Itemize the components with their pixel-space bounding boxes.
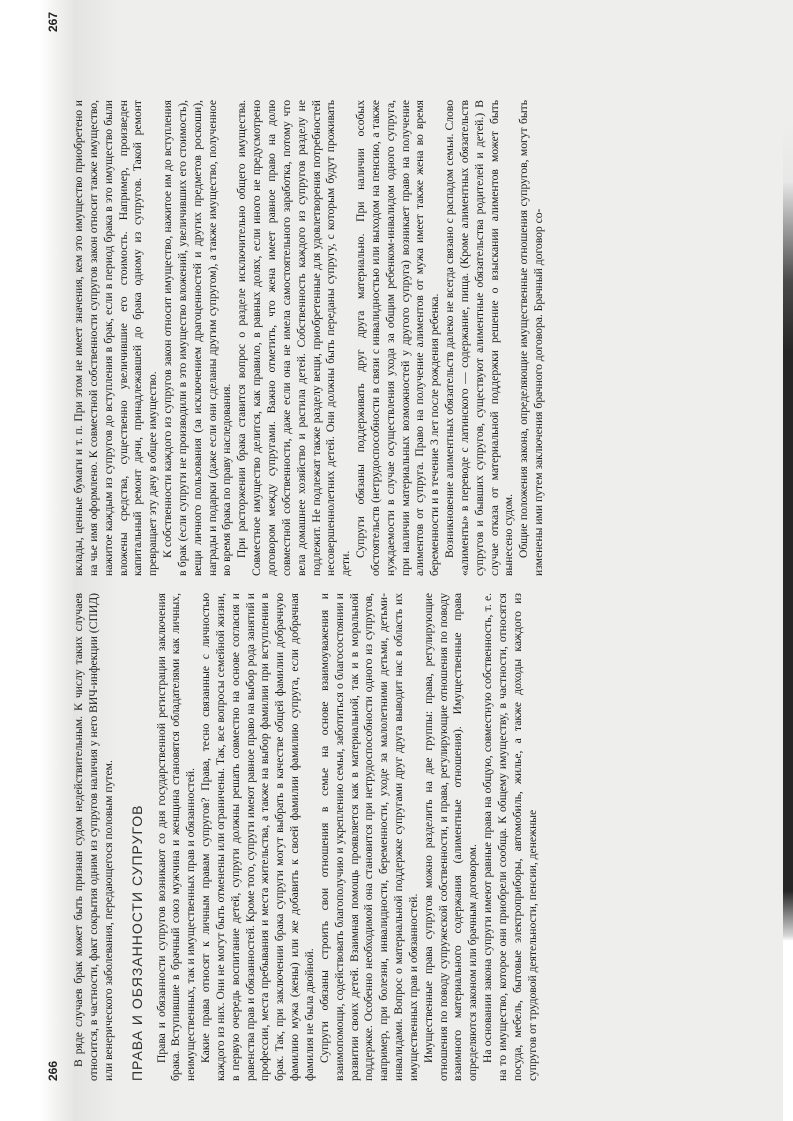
page-number: 267 xyxy=(46,12,60,33)
body-paragraph: Супруги обязаны строить свои отношения в семье на основе взаимоуважения и взаимопомощи, содействовать благополучию и укреплению семьи, заботиться о благосостоянии и развитии своих детей. Взаимная помощь проявляется как в материальной, так и в моральной поддержке. Особенно необходимой она становится при нетрудоспособности одного из супругов, например, при болезни, инвалидности, беременности, уходе за малолетними детьми, детьми-инвалидами. Вопрос о материальной поддержке супругами друг друга выводит нас в область их имущественных прав и обязанностей. xyxy=(317,593,420,1081)
opening-paragraph: В ряде случаев брак может быть признан судом недействительным. К числу таких случаев относится, в частности, факт сокрытия одним из супругов наличия у него ВИЧ-инфекции (СПИД) или венерического заболевания, передающегося половым путем. xyxy=(72,593,115,1081)
body-paragraph: На основании закона супруги имеют равные права на общую, совместную собственность, т. е. на то имущество, которое они приобрели сообща. К общему имуществу, в частности, относятся посуда, мебель, бытовые электроприборы, автомобиль, жилье, а также доходы каждого из супругов от трудовой деятельности, пенсии, денежные xyxy=(481,593,539,1081)
body-paragraph: Какие права относят к личным правам супругов? Права, тесно связанные с личностью каждого из них. Они не могут быть отменены или ограничены. Так, все вопросы семейной жизни, в первую очередь воспитание детей, супруги должны решать совместно на основе согласия и равенства прав и обязанностей. Кроме того, супруги имеют равное право на выбор рода занятий и профессии, места пребывания и места жительства, а также на выбор фамилии при вступлении в брак. Так, при заключении брака супруги могут выбрать в качестве общей фамилии добрачную фамилию мужа (жены) или же добавить к своей фамилии фамилию супруга, если добрачная фамилия не была двойной. xyxy=(199,593,316,1081)
scan-edge-bar xyxy=(783,0,793,1121)
body-paragraph: вклады, ценные бумаги и т. п. При этом не имеет значения, кем это имущество приобретено и на чье имя оформлено. К совместной собственности супругов закон относит также имущество, нажитое каждым из супругов до вступления в брак, если в период брака в это имущество были вложены средства, существенно увеличившие его стоимость. Например, произведен капитальный ремонт дачи, принадлежавшей до брака одному из супругов. Такой ремонт превращает эту дачу в общее имущество. xyxy=(72,100,160,576)
left-page xyxy=(46,593,722,1081)
body-paragraph: При расторжении брака ставится вопрос о разделе исключительно общего имущества. Совместное имущество делится, как правило, в равных долях, если иного не предусмотрено договором между супругами. Важно отметить, что жена имеет равное право на долю совместной собственности, даже если она не имела самостоятельного заработка, потому что вела домашнее хозяйство и растила детей. Собственность каждого из супругов разделу не подлежит. Не подлежат также разделу вещи, приобретенные для удовлетворения потребностей несовершеннолетних детей. Они должны быть переданы супругу, с которым будут проживать дети. xyxy=(235,100,353,576)
body-paragraph: К собственности каждого из супругов закон относит имущество, нажитое им до вступления в брак (если супруги не производили в это имущество вложений, увеличивших его стоимость), вещи личного пользования (за исключением драгоценностей и других предметов роскоши), награды и подарки (даже если они сделаны другим супругом), а также имущество, полученное во время брака по праву наследования. xyxy=(161,100,234,576)
body-paragraph: Имущественные права супругов можно разделить на две группы: права, регулирующие отношения по поводу супружеской собственности, и права, регулирующие отношения по поводу взаимного материального содержания (алиментные отношения). Имущественные права определяются законом или брачным договором. xyxy=(421,593,480,1081)
body-paragraph: Общие положения закона, определяющие имущественные отношения супругов, могут быть изменены ими путем заключения брачного договора. Брачный договор со- xyxy=(517,100,546,576)
right-page xyxy=(46,12,722,576)
page-number: 266 xyxy=(46,1060,60,1081)
body-paragraph: Супруги обязаны поддерживать друг друга материально. При наличии особых обстоятельств (нетрудоспособности в связи с инвалидностью или выходом на пенсию, а также нуждаемости в случае осуществления ухода за общим ребенком-инвалидом одного супруга, при наличии материальных возможностей у другого супруга) возникает право на получение алиментов от супруга. Право на получение алиментов от мужа имеет также жена во время беременности и в течение 3 лет после рождения ребенка. xyxy=(354,100,442,576)
body-paragraph: Возникновение алиментных обязательств далеко не всегда связано с распадом семьи. Слово «алименты» в переводе с латинского — содержание, пища. (Кроме алиментных обязательств супругов и бывших супругов, существуют алиментные обязательства родителей и детей.) В случае отказа от материальной поддержки решение о взыскании алиментов может быть вынесено судом. xyxy=(443,100,516,576)
body-paragraph: Права и обязанности супругов возникают со дня государственной регистрации заключения брака. Вступившие в брачный союз мужчина и женщина становятся обладателями как личных, неимущественных, так и имущественных прав и обязанностей. xyxy=(154,593,198,1081)
section-heading: ПРАВА И ОБЯЗАННОСТИ СУПРУГОВ xyxy=(128,804,145,1081)
